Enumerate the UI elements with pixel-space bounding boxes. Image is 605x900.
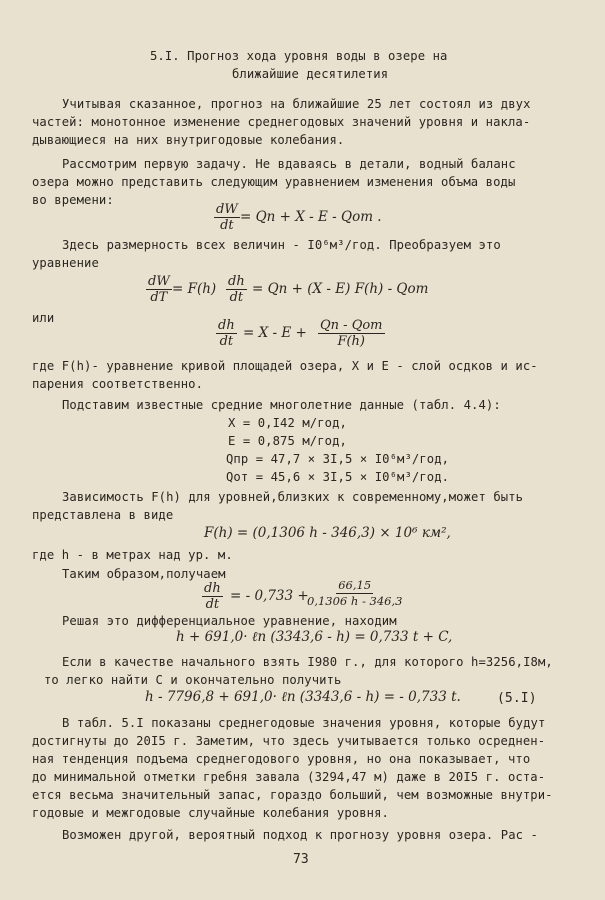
paragraph-2-line-1: Рассмотрим первую задачу. Не вдаваясь в детали, водный баланс: [62, 157, 516, 171]
paragraph-2-line-3: во времени:: [32, 193, 114, 207]
eq6-solution: h + 691,0· ℓn (3343,6 - h) = 0,733 t + C,: [176, 629, 453, 645]
eq3-denominator-1: dt: [219, 334, 234, 349]
paragraph-4-line-2: парения соответственно.: [32, 377, 204, 391]
word-or: или: [32, 311, 55, 325]
page-number: 73: [293, 852, 309, 867]
eq5-fraction-2: [305, 578, 404, 609]
eq5-fraction-1: [202, 581, 223, 612]
paragraph-3-line-2: уравнение: [32, 256, 99, 270]
eq2-middle: = F(h): [172, 281, 217, 297]
eq3-numerator-2: Qп - Qот: [320, 318, 383, 333]
eq2-fraction-2: [226, 274, 247, 305]
eq3-fraction-1: [216, 318, 237, 349]
paragraph-11-line-1: В табл. 5.I показаны среднегодовые значения уровня, которые будут: [62, 716, 546, 730]
paragraph-9: Решая это дифференциальное уравнение, находим: [62, 614, 397, 628]
equation-number: (5.I): [497, 691, 537, 706]
paragraph-5-line-1: Подставим известные средние многолетние данные (табл. 4.4):: [62, 398, 501, 412]
eq2-rhs: = Qп + (X - E) F(h) - Qот: [252, 281, 429, 297]
eq4-area-curve: F(h) = (0,1306 h - 346,3) × 10⁶ км²,: [204, 525, 451, 541]
paragraph-6-line-2: представлена в виде: [32, 508, 174, 522]
paragraph-10-line-1: Если в качестве начального взять I980 г., для которого h=3256,I8м,: [62, 655, 553, 669]
eq2-denominator-1: dT: [150, 290, 168, 305]
paragraph-6-line-1: Зависимость F(h) для уровней,близких к современному,может быть: [62, 490, 524, 504]
eq5-numerator-1: dh: [204, 581, 221, 596]
paragraph-7: где h - в метрах над ур. м.: [32, 548, 233, 562]
paragraph-11-line-4: до минимальной отметки гребня завала (3294,47 м) даже в 20I5 г. оста-: [32, 770, 546, 784]
eq3-middle: = X - E +: [243, 325, 307, 341]
paragraph-4-line-1: где F(h)- уравнение кривой площадей озера, X и E - слой осдков и ис-: [32, 359, 538, 373]
eq1-denominator: dt: [220, 218, 234, 233]
eq3-denominator-2: F(h): [337, 334, 366, 349]
eq1-rhs: = Qп + X - E - Qот .: [240, 209, 382, 225]
eq5-middle: = - 0,733 +: [230, 588, 309, 604]
paragraph-10-line-2: то легко найти C и окончательно получить: [44, 673, 342, 687]
eq5-denominator-2: 0,1306 h - 346,3: [307, 594, 403, 608]
eq7-final: h - 7796,8 + 691,0· ℓn (3343,6 - h) = - 0,733 t.: [145, 689, 461, 705]
data-q-ot: Qот = 45,6 × 3I,5 × I0⁶м³/год.: [226, 470, 450, 484]
eq1-numerator: dW: [216, 202, 238, 217]
eq2-numerator-1: dW: [148, 274, 170, 289]
paragraph-11-line-5: ется весьма значительный запас, гораздо больший, чем возможные внутри-: [32, 788, 553, 802]
paragraph-12-line-1: Возможен другой, вероятный подход к прогнозу уровня озера. Рас -: [62, 828, 538, 842]
eq2-denominator-2: dt: [229, 290, 244, 305]
paragraph-2-line-2: озера можно представить следующим уравнением изменения объма воды: [32, 175, 516, 189]
section-title-line2: ближайшие десятилетия: [232, 67, 389, 81]
paragraph-11-line-3: ная тенденция подъема среднегодового уровня, но она показывает, что: [32, 752, 531, 766]
paragraph-11-line-2: достигнуты до 20I5 г. Заметим, что здесь учитывается только осреднен-: [32, 734, 546, 748]
paragraph-11-line-6: годовые и межгодовые случайные колебания уровня.: [32, 806, 389, 820]
data-e: E = 0,875 м/год,: [228, 434, 347, 448]
eq5-denominator-1: dt: [205, 597, 220, 612]
paragraph-8: Таким образом,получаем: [62, 567, 226, 581]
data-x: X = 0,I42 м/год,: [228, 416, 347, 430]
eq1-fraction: [214, 202, 240, 233]
eq2-fraction-1: [146, 274, 172, 305]
eq3-numerator-1: dh: [218, 318, 235, 333]
eq3-fraction-2: [318, 318, 385, 349]
section-title-line1: 5.I. Прогноз хода уровня воды в озере на: [150, 49, 448, 63]
eq2-numerator-2: dh: [228, 274, 245, 289]
paragraph-1-line-3: дывающиеся на них внутригодовые колебания.: [32, 133, 345, 147]
eq5-numerator-2: 66,15: [338, 578, 372, 592]
paragraph-3-line-1: Здесь размерность всех величин - I0⁶м³/год. Преобразуем это: [62, 238, 501, 252]
data-q-pr: Qпр = 47,7 × 3I,5 × I0⁶м³/год,: [226, 452, 450, 466]
paragraph-1-line-2: частей: монотонное изменение среднегодовых значений уровня и накла-: [32, 115, 531, 129]
paragraph-1-line-1: Учитывая сказанное, прогноз на ближайшие 25 лет состоял из двух: [62, 97, 531, 111]
